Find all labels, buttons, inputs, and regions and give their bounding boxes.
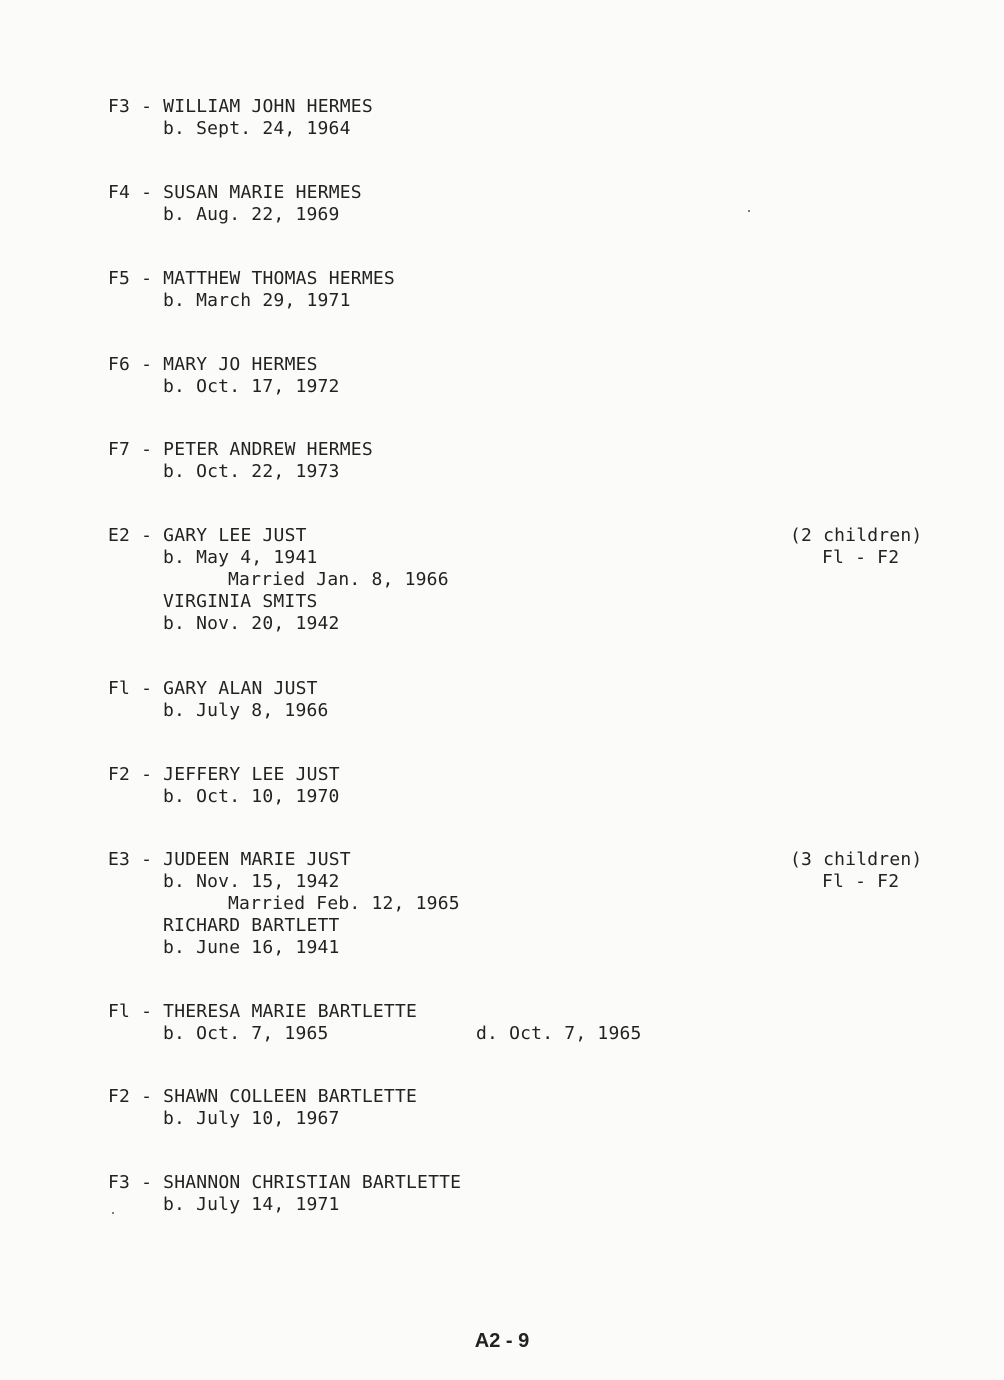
entry-name: F4 - SUSAN MARIE HERMES: [108, 182, 362, 203]
entry-spouse: RICHARD BARTLETT: [163, 915, 340, 936]
entry-name: E2 - GARY LEE JUST: [108, 525, 307, 546]
entry-name: F3 - WILLIAM JOHN HERMES: [108, 96, 373, 117]
entry-birth: b. July 8, 1966: [163, 700, 329, 721]
entry-birth: b. March 29, 1971: [163, 290, 351, 311]
scan-speck: [748, 210, 750, 212]
entry-birth: b. Oct. 17, 1972: [163, 376, 340, 397]
entry-name: Fl - THERESA MARIE BARTLETTE: [108, 1001, 418, 1022]
entry-name: E3 - JUDEEN MARIE JUST: [108, 849, 351, 870]
children-range: Fl - F2: [822, 547, 900, 568]
entry-birth: b. Oct. 7, 1965: [163, 1023, 329, 1044]
entry-marriage: Married Feb. 12, 1965: [228, 893, 460, 914]
entry-spouse-birth: b. June 16, 1941: [163, 937, 340, 958]
scan-speck: [112, 1212, 114, 1214]
entry-birth: b. Oct. 10, 1970: [163, 786, 340, 807]
entry-name: F3 - SHANNON CHRISTIAN BARTLETTE: [108, 1172, 462, 1193]
entry-birth: b. Nov. 15, 1942: [163, 871, 340, 892]
entry-name: F2 - JEFFERY LEE JUST: [108, 764, 340, 785]
children-count: (3 children): [790, 849, 923, 870]
entry-spouse-birth: b. Nov. 20, 1942: [163, 613, 340, 634]
entry-name: F6 - MARY JO HERMES: [108, 354, 318, 375]
entry-birth: b. Aug. 22, 1969: [163, 204, 340, 225]
children-count: (2 children): [790, 525, 923, 546]
entry-name: Fl - GARY ALAN JUST: [108, 678, 318, 699]
entry-birth: b. July 10, 1967: [163, 1108, 340, 1129]
entry-birth: b. Sept. 24, 1964: [163, 118, 351, 139]
entry-birth: b. Oct. 22, 1973: [163, 461, 340, 482]
entry-birth: b. July 14, 1971: [163, 1194, 340, 1215]
children-range: Fl - F2: [822, 871, 900, 892]
entry-death: d. Oct. 7, 1965: [476, 1023, 642, 1044]
page-number: A2 - 9: [474, 1330, 530, 1352]
entry-spouse: VIRGINIA SMITS: [163, 591, 318, 612]
entry-name: F2 - SHAWN COLLEEN BARTLETTE: [108, 1086, 418, 1107]
entry-birth: b. May 4, 1941: [163, 547, 318, 568]
entry-name: F7 - PETER ANDREW HERMES: [108, 439, 373, 460]
entry-name: F5 - MATTHEW THOMAS HERMES: [108, 268, 395, 289]
entry-marriage: Married Jan. 8, 1966: [228, 569, 449, 590]
